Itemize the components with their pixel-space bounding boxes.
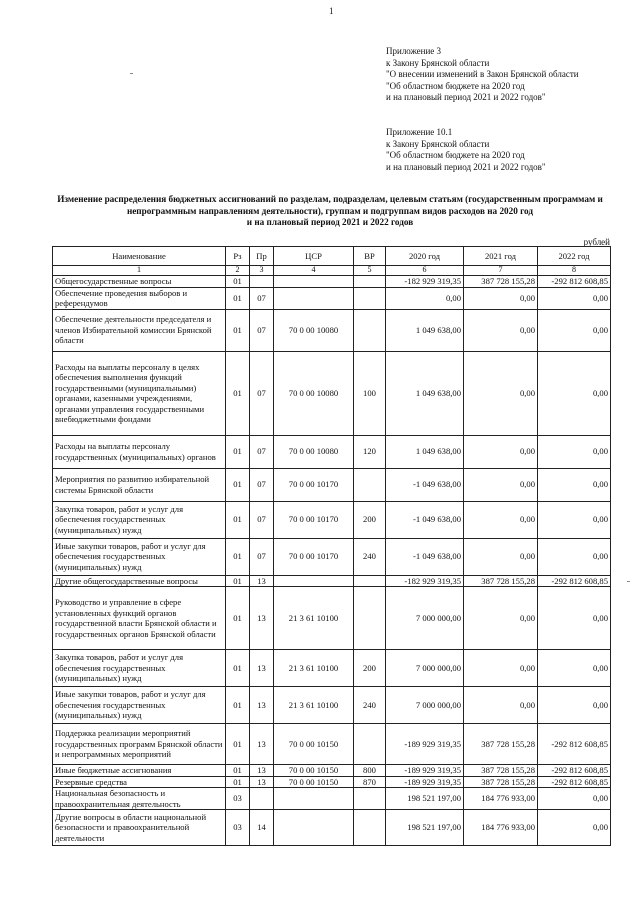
column-number: 4 [274, 266, 354, 276]
cell-y2021: 387 728 155,28 [464, 575, 538, 587]
cell-y2020: -1 049 638,00 [386, 468, 464, 501]
annex-3-line: к Закону Брянской области [386, 57, 490, 68]
cell-y2022: 0,00 [538, 468, 611, 501]
cell-rz: 01 [226, 650, 250, 687]
cell-pr: 07 [250, 435, 274, 468]
cell-y2020: -1 049 638,00 [386, 538, 464, 575]
cell-y2021: 387 728 155,28 [464, 276, 538, 288]
cell-y2021: 387 728 155,28 [464, 765, 538, 777]
annex-10-line: Приложение 10.1 [386, 127, 453, 137]
cell-y2020: -1 049 638,00 [386, 501, 464, 538]
table-row [53, 435, 611, 468]
column-header-vr: ВР [354, 247, 386, 266]
cell-csr: 70 0 00 10170 [274, 501, 354, 538]
cell-y2022: 0,00 [538, 501, 611, 538]
title-line: непрограммным направлениям деятельности), группам и подгруппам видов расходов на 2020 год [126, 205, 534, 216]
column-number: 8 [538, 266, 611, 276]
table-row [53, 575, 611, 587]
cell-csr [274, 276, 354, 288]
annex-3-header [386, 46, 636, 104]
cell-vr: 100 [354, 351, 386, 435]
cell-y2021: 0,00 [464, 687, 538, 724]
cell-vr [354, 587, 386, 650]
cell-vr: 200 [354, 650, 386, 687]
cell-rz: 01 [226, 276, 250, 288]
cell-pr: 13 [250, 687, 274, 724]
scan-mark [627, 581, 630, 582]
cell-csr: 70 0 00 10170 [274, 538, 354, 575]
cell-y2020: 0,00 [386, 287, 464, 309]
table-row [53, 687, 611, 724]
cell-csr [274, 287, 354, 309]
cell-name: Мероприятия по развитию избирательной системы Брянской области [53, 468, 226, 501]
annex-10-line: "Об областном бюджете на 2020 год [386, 150, 525, 160]
annex-10-line: к Закону Брянской области [386, 138, 490, 149]
cell-pr: 13 [250, 724, 274, 765]
annex-3-line: "Об областном бюджете на 2020 год [386, 80, 525, 91]
cell-y2021: 0,00 [464, 587, 538, 650]
title-line: Изменение распределения бюджетных ассигнований по разделам, подразделам, целевым статьям (государственным программам и [57, 194, 603, 204]
column-number: 1 [53, 266, 226, 276]
cell-csr: 70 0 00 10080 [274, 309, 354, 351]
cell-name: Другие общегосударственные вопросы [53, 575, 226, 587]
cell-pr: 07 [250, 538, 274, 575]
cell-pr [250, 788, 274, 810]
annex-3-line: Приложение 3 [386, 46, 442, 56]
cell-rz: 01 [226, 587, 250, 650]
cell-y2021: 0,00 [464, 435, 538, 468]
cell-vr: 200 [354, 501, 386, 538]
cell-y2022: 0,00 [538, 538, 611, 575]
cell-y2022: 0,00 [538, 687, 611, 724]
table-row [53, 287, 611, 309]
table-row [53, 587, 611, 650]
column-number: 2 [226, 266, 250, 276]
column-header-rz: Рз [226, 247, 250, 266]
table-row [53, 501, 611, 538]
cell-y2020: 198 521 197,00 [386, 788, 464, 810]
scan-mark [130, 73, 133, 74]
cell-y2020: 198 521 197,00 [386, 810, 464, 846]
cell-y2022: -292 812 608,85 [538, 776, 611, 788]
cell-csr: 21 3 61 10100 [274, 687, 354, 724]
cell-y2020: 7 000 000,00 [386, 587, 464, 650]
cell-y2022: 0,00 [538, 435, 611, 468]
column-header-2020: 2020 год [386, 247, 464, 266]
cell-pr: 07 [250, 351, 274, 435]
cell-y2020: -189 929 319,35 [386, 724, 464, 765]
cell-name: Иные закупки товаров, работ и услуг для обеспечения государственных (муниципальных) нужд [53, 538, 226, 575]
cell-y2020: -189 929 319,35 [386, 776, 464, 788]
column-number: 5 [354, 266, 386, 276]
cell-pr: 13 [250, 776, 274, 788]
cell-y2022: 0,00 [538, 351, 611, 435]
cell-y2022: 0,00 [538, 810, 611, 846]
table-row [53, 309, 611, 351]
cell-pr: 07 [250, 309, 274, 351]
cell-name: Расходы на выплаты персоналу в целях обеспечения выполнения функций государственными (муниципальными) органами, казенными учреждениями, органами управления государственными внебюджетными фондами [53, 351, 226, 435]
annex-10-header [386, 127, 636, 173]
column-number: 7 [464, 266, 538, 276]
cell-rz: 01 [226, 538, 250, 575]
cell-csr: 70 0 00 10080 [274, 351, 354, 435]
cell-vr: 870 [354, 776, 386, 788]
cell-csr: 70 0 00 10150 [274, 765, 354, 777]
cell-name: Обеспечение деятельности председателя и членов Избирательной комиссии Брянской области [53, 309, 226, 351]
column-number: 6 [386, 266, 464, 276]
cell-csr: 70 0 00 10170 [274, 468, 354, 501]
cell-name: Иные закупки товаров, работ и услуг для обеспечения государственных (муниципальных) нужд [53, 687, 226, 724]
cell-pr: 13 [250, 765, 274, 777]
column-header-csr: ЦСР [274, 247, 354, 266]
cell-y2022: 0,00 [538, 788, 611, 810]
cell-y2021: 184 776 933,00 [464, 810, 538, 846]
cell-rz: 03 [226, 810, 250, 846]
column-header-2021: 2021 год [464, 247, 538, 266]
column-header-pr: Пр [250, 247, 274, 266]
cell-vr [354, 287, 386, 309]
cell-pr: 14 [250, 810, 274, 846]
cell-y2022: 0,00 [538, 309, 611, 351]
cell-name: Поддержка реализации мероприятий государственных программ Брянской области и непрограммных мероприятий [53, 724, 226, 765]
cell-y2021: 0,00 [464, 287, 538, 309]
cell-y2022: 0,00 [538, 587, 611, 650]
cell-pr: 13 [250, 650, 274, 687]
cell-y2020: 1 049 638,00 [386, 309, 464, 351]
cell-vr: 120 [354, 435, 386, 468]
cell-name: Резервные средства [53, 776, 226, 788]
cell-y2020: -182 929 319,35 [386, 575, 464, 587]
cell-csr: 70 0 00 10150 [274, 776, 354, 788]
cell-pr [250, 276, 274, 288]
table-row [53, 724, 611, 765]
cell-name: Закупка товаров, работ и услуг для обеспечения государственных (муниципальных) нужд [53, 650, 226, 687]
cell-pr: 07 [250, 287, 274, 309]
cell-y2020: 7 000 000,00 [386, 687, 464, 724]
cell-name: Закупка товаров, работ и услуг для обеспечения государственных (муниципальных) нужд [53, 501, 226, 538]
cell-csr: 21 3 61 10100 [274, 587, 354, 650]
column-number: 3 [250, 266, 274, 276]
annex-3-line: и на плановый период 2021 и 2022 годов" [386, 92, 546, 102]
table-row [53, 810, 611, 846]
cell-rz: 01 [226, 468, 250, 501]
cell-csr [274, 575, 354, 587]
cell-name: Другие вопросы в области национальной безопасности и правоохранительной деятельности [53, 810, 226, 846]
cell-name: Обеспечение проведения выборов и референдумов [53, 287, 226, 309]
cell-rz: 01 [226, 575, 250, 587]
cell-vr: 800 [354, 765, 386, 777]
cell-y2022: -292 812 608,85 [538, 724, 611, 765]
cell-vr [354, 788, 386, 810]
cell-vr [354, 468, 386, 501]
cell-rz: 03 [226, 788, 250, 810]
cell-y2021: 0,00 [464, 650, 538, 687]
cell-rz: 01 [226, 435, 250, 468]
cell-rz: 01 [226, 724, 250, 765]
cell-vr [354, 276, 386, 288]
cell-vr [354, 309, 386, 351]
table-row [53, 468, 611, 501]
cell-rz: 01 [226, 776, 250, 788]
cell-rz: 01 [226, 287, 250, 309]
cell-y2021: 0,00 [464, 501, 538, 538]
cell-y2021: 184 776 933,00 [464, 788, 538, 810]
cell-name: Расходы на выплаты персоналу государственных (муниципальных) органов [53, 435, 226, 468]
table-row [53, 276, 611, 288]
cell-y2022: -292 812 608,85 [538, 276, 611, 288]
cell-rz: 01 [226, 351, 250, 435]
cell-vr [354, 724, 386, 765]
cell-csr: 70 0 00 10080 [274, 435, 354, 468]
table-row [53, 788, 611, 810]
page-number: 1 [329, 6, 334, 16]
cell-pr: 07 [250, 468, 274, 501]
cell-name: Руководство и управление в сфере установленных функций органов государственной власти Брянской области и государственных органов Брянской области [53, 587, 226, 650]
cell-pr: 07 [250, 501, 274, 538]
cell-y2020: 7 000 000,00 [386, 650, 464, 687]
cell-y2021: 0,00 [464, 538, 538, 575]
budget-table [52, 246, 611, 846]
cell-rz: 01 [226, 501, 250, 538]
cell-y2022: 0,00 [538, 287, 611, 309]
cell-y2021: 387 728 155,28 [464, 724, 538, 765]
cell-y2021: 0,00 [464, 351, 538, 435]
cell-name: Иные бюджетные ассигнования [53, 765, 226, 777]
cell-vr [354, 575, 386, 587]
cell-csr: 21 3 61 10100 [274, 650, 354, 687]
table-row [53, 538, 611, 575]
cell-y2020: -182 929 319,35 [386, 276, 464, 288]
cell-name: Общегосударственные вопросы [53, 276, 226, 288]
cell-name: Национальная безопасность и правоохранительная деятельность [53, 788, 226, 810]
table-row [53, 650, 611, 687]
cell-vr: 240 [354, 687, 386, 724]
cell-csr [274, 810, 354, 846]
cell-y2022: -292 812 608,85 [538, 575, 611, 587]
cell-y2022: 0,00 [538, 650, 611, 687]
cell-y2020: 1 049 638,00 [386, 435, 464, 468]
cell-y2021: 387 728 155,28 [464, 776, 538, 788]
cell-rz: 01 [226, 687, 250, 724]
document-title [40, 194, 620, 229]
cell-pr: 13 [250, 575, 274, 587]
table-row [53, 765, 611, 777]
table-row [53, 776, 611, 788]
cell-vr [354, 810, 386, 846]
cell-y2020: -189 929 319,35 [386, 765, 464, 777]
cell-y2021: 0,00 [464, 468, 538, 501]
cell-rz: 01 [226, 309, 250, 351]
cell-y2021: 0,00 [464, 309, 538, 351]
title-line: и на плановый период 2021 и 2022 годов [246, 217, 414, 227]
cell-csr [274, 788, 354, 810]
cell-pr: 13 [250, 587, 274, 650]
annex-10-line: и на плановый период 2021 и 2022 годов" [386, 161, 546, 172]
cell-y2020: 1 049 638,00 [386, 351, 464, 435]
column-header-2022: 2022 год [538, 247, 611, 266]
cell-csr: 70 0 00 10150 [274, 724, 354, 765]
units-label: рублей [583, 237, 610, 247]
table-row [53, 351, 611, 435]
cell-rz: 01 [226, 765, 250, 777]
column-header-name: Наименование [53, 247, 226, 266]
annex-3-line: "О внесении изменений в Закон Брянской области [386, 69, 579, 79]
cell-y2022: -292 812 608,85 [538, 765, 611, 777]
cell-vr: 240 [354, 538, 386, 575]
